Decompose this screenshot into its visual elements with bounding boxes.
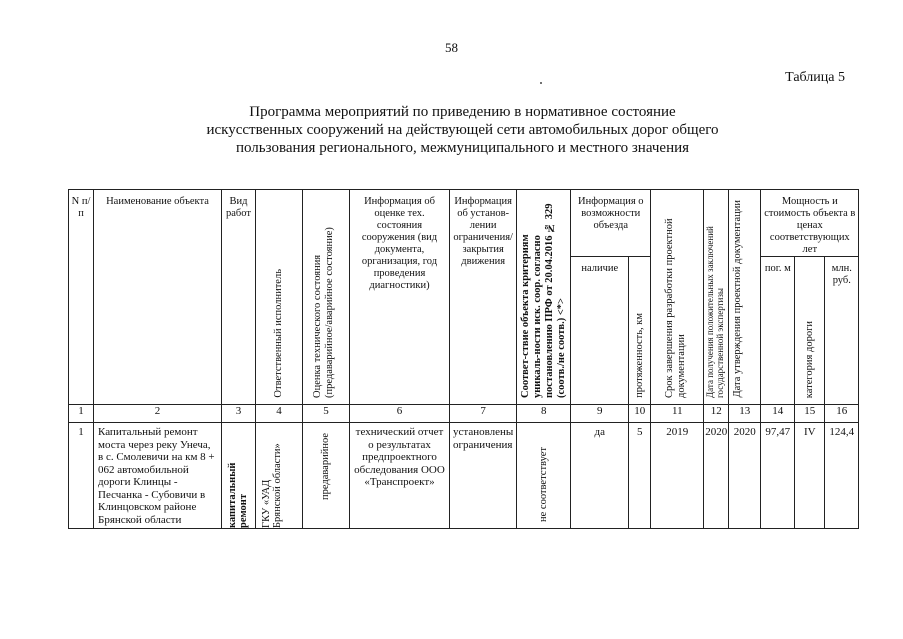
- header-detour-length: [629, 257, 651, 405]
- header-road-category-text: категория дороги: [803, 320, 815, 398]
- column-number: 16: [825, 405, 859, 423]
- table-label: Таблица 5: [785, 70, 845, 85]
- header-uniqueness: [517, 190, 571, 405]
- row-number: 1: [69, 423, 94, 529]
- header-detour-length-text: протяженность, км: [633, 313, 645, 398]
- header-approval-date: [729, 190, 761, 405]
- approval-date: 2020: [729, 423, 761, 529]
- header-executor: [256, 190, 303, 405]
- header-design-deadline-text: Срок завершения разработки проектной документации: [664, 218, 688, 398]
- column-number: 4: [256, 405, 303, 423]
- column-number: 5: [303, 405, 350, 423]
- header-detour-presence: наличие: [571, 257, 629, 405]
- detour-length: 5: [629, 423, 651, 529]
- column-number: 3: [222, 405, 256, 423]
- condition-cell: [303, 423, 350, 529]
- uniqueness-cell: [517, 423, 571, 529]
- header-design-deadline: [651, 190, 704, 405]
- assessment-info: технический отчет о результатах предпроектного обследования ООО «Транспроект»: [350, 423, 450, 529]
- column-number: 1: [69, 405, 94, 423]
- header-approval-date-text: Дата утверждения проектной документации: [731, 200, 743, 398]
- road-category: IV: [795, 423, 825, 529]
- work-type: капитальный ремонт: [226, 462, 249, 528]
- design-deadline: 2019: [651, 423, 704, 529]
- header-expertise-date-text: Дата получения положительных заключений государственной экспертизы: [705, 226, 726, 398]
- header-road-category: [795, 257, 825, 405]
- header-uniqueness-text: Соответ-ствие объекта критериям уникаль-ности иск. соор. согласно постановлению ПРФ от 20.04.2016 № 329 (соотв./не соотв.) <*>: [519, 203, 567, 398]
- header-cost: млн. руб.: [825, 257, 859, 405]
- header-expertise-date: [704, 190, 729, 405]
- column-number: 12: [704, 405, 729, 423]
- column-number: 15: [795, 405, 825, 423]
- work-type-cell: [222, 423, 256, 529]
- page-number: 58: [445, 40, 458, 55]
- cost: 124,4: [825, 423, 859, 529]
- header-work-type: Вид работ: [222, 190, 256, 405]
- column-number: 11: [651, 405, 704, 423]
- length-m: 97,47: [761, 423, 795, 529]
- header-condition: [303, 190, 350, 405]
- column-numbers-row: [69, 405, 859, 423]
- header-executor-text: Ответственный исполнитель: [273, 269, 284, 398]
- header-condition-text: Оценка технического состояния (предаварийное/аварийное состояние): [312, 227, 335, 398]
- table-row: [69, 423, 859, 529]
- scan-speck: [540, 82, 542, 84]
- header-object-name: Наименование объекта: [94, 190, 222, 405]
- column-number: 7: [450, 405, 517, 423]
- restriction-info: установлены ограничения: [450, 423, 517, 529]
- condition: предаварийное: [319, 433, 331, 501]
- executor-cell: [256, 423, 303, 529]
- column-number: 8: [517, 405, 571, 423]
- header-row-1: [69, 190, 859, 257]
- column-number: 9: [571, 405, 629, 423]
- column-number: 14: [761, 405, 795, 423]
- header-length-m: пог. м: [761, 257, 795, 405]
- executor: ГКУ «УАД Брянской области»: [261, 443, 283, 528]
- column-number: 10: [629, 405, 651, 423]
- detour-presence: да: [571, 423, 629, 529]
- uniqueness: не соответствует: [537, 447, 549, 522]
- header-number: N п/п: [69, 190, 94, 405]
- expertise-date: 2020: [704, 423, 729, 529]
- header-capacity-cost: Мощность и стоимость объекта в ценах соответствующих лет: [761, 190, 859, 257]
- object-name: Капитальный ремонт моста через реку Унеча, в с. Смолевичи на км 8 + 062 автомобильной дороги Клинцы - Песчанка - Субовичи в Клинцовском районе Брянской области: [94, 423, 222, 529]
- column-number: 2: [94, 405, 222, 423]
- column-number: 6: [350, 405, 450, 423]
- column-number: 13: [729, 405, 761, 423]
- program-table: [68, 189, 859, 529]
- header-assessment: Информация об оценке тех. состояния сооружения (вид документа, организация, год проведения диагностики): [350, 190, 450, 405]
- header-restriction: Информация об установ-лении ограничения/ закрытия движения: [450, 190, 517, 405]
- document-title: Программа мероприятий по приведению в нормативное состояние искусственных сооружений на действующей сети автомобильных дорог общего пользования регионального, межмуниципального и местного значения: [206, 104, 719, 156]
- header-detour: Информация о возможности объезда: [571, 190, 651, 257]
